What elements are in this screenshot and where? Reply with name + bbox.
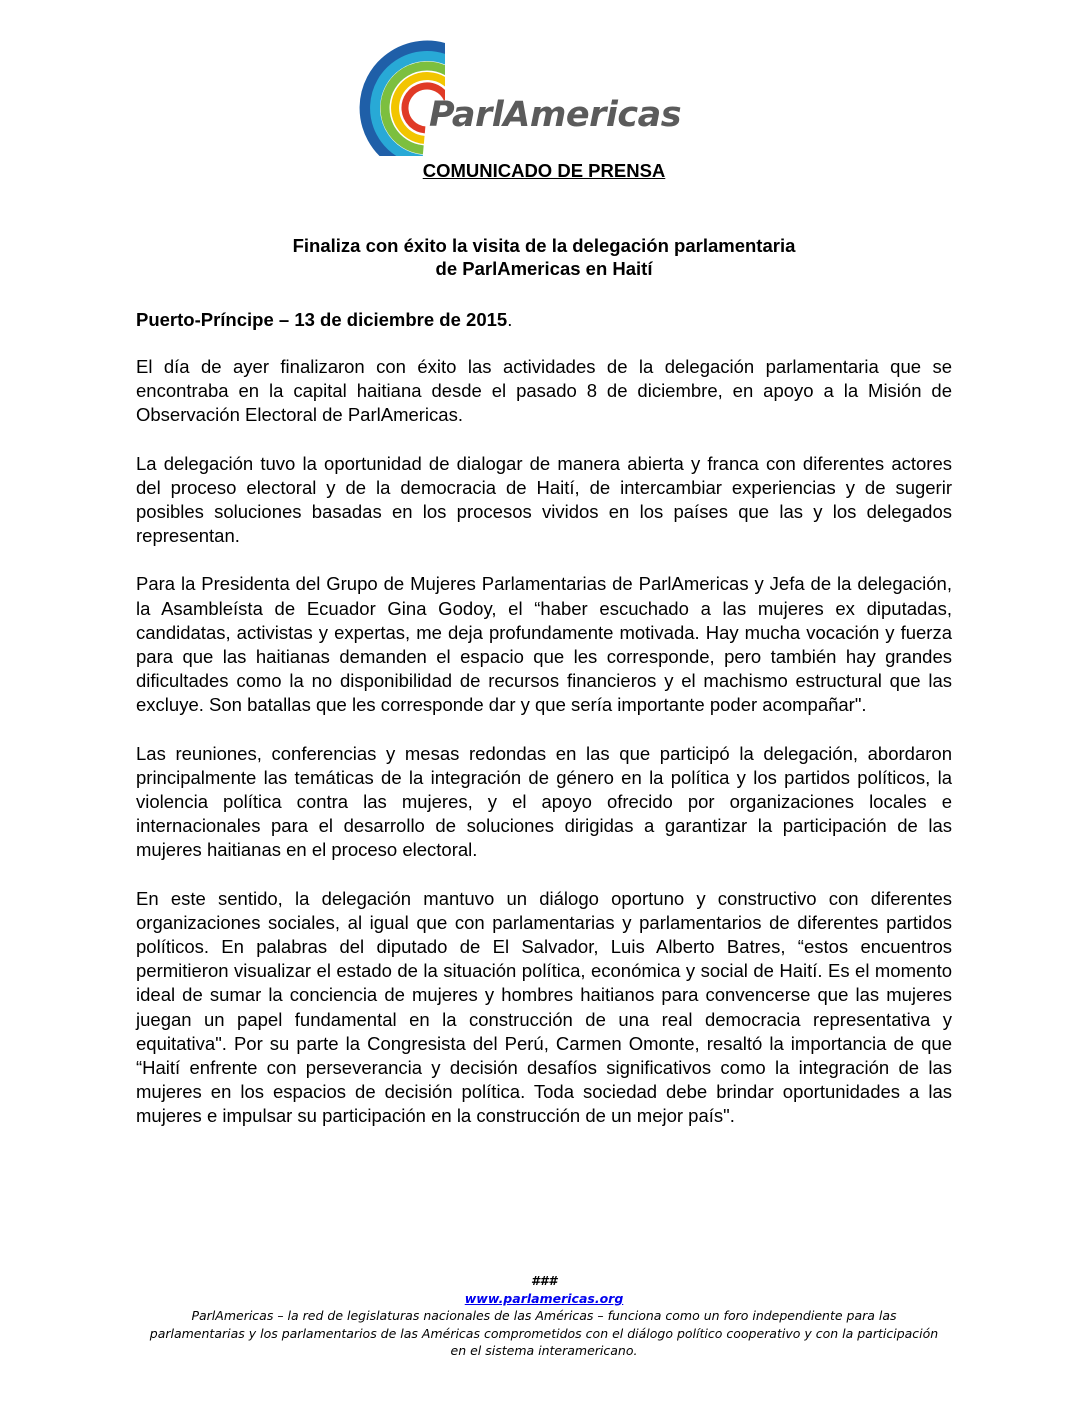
- paragraph: La delegación tuvo la oportunidad de dialogar de manera abierta y franca con diferentes actores del proceso electoral y de la democracia de Haití, de intercambiar experiencias y de sugerir posibles soluciones basadas en los procesos vividos en los países que las y los delegados representan.: [136, 452, 952, 547]
- paragraph: Para la Presidenta del Grupo de Mujeres Parlamentarias de ParlAmericas y Jefa de la delegación, la Asambleísta de Ecuador Gina Godoy, el “haber escuchado a las mujeres ex diputadas, candidatas, activistas y expertas, me deja profundamente motivada. Hay mucha vocación y fuerza para que las haitianas demanden el espacio que les corresponde, pero también hay grandes dificultades como la no disponibilidad de recursos financieros y el machismo estructural que las excluye. Son batallas que les corresponde dar y que sería importante poder acompañar".: [136, 573, 952, 716]
- body-text: [136, 355, 952, 1153]
- headline: [0, 234, 1088, 280]
- dateline: [136, 308, 512, 331]
- press-release-title: COMUNICADO DE PRENSA: [422, 160, 666, 181]
- paragraph: El día de ayer finalizaron con éxito las actividades de la delegación parlamentaria que se encontraba en la capital haitiana desde el pasado 8 de diciembre, en apoyo a la Misión de Observación Electoral de ParlAmericas.: [136, 356, 952, 426]
- dateline-end: .: [507, 309, 513, 330]
- parlamericas-logo: [355, 36, 735, 156]
- dateline-place-date: Puerto-Príncipe – 13 de diciembre de 2015: [136, 309, 508, 330]
- headline-line-1: Finaliza con éxito la visita de la delegación parlamentaria: [292, 235, 796, 256]
- logo-text: ParlAmericas: [429, 95, 682, 135]
- paragraph: Las reuniones, conferencias y mesas redondas en las que participó la delegación, abordaron principalmente las temáticas de la integración de género en la política y los partidos políticos, la violencia política contra las mujeres, y el apoyo ofrecido por organizaciones locales e internacionales para el desarrollo de soluciones dirigidas a garantizar la participación de las mujeres haitianas en el proceso electoral.: [136, 742, 952, 861]
- footer-line-3: en el sistema interamericano.: [450, 1343, 638, 1358]
- footer: [0, 1272, 1088, 1360]
- footer-separator: ###: [530, 1273, 558, 1288]
- footer-line-1: ParlAmericas – la red de legislaturas nacionales de las Américas – funciona como un foro independiente para las: [191, 1308, 897, 1323]
- footer-line-2: parlamentarias y los parlamentarios de las Américas comprometidos con el diálogo político cooperativo y con la participación: [149, 1325, 939, 1341]
- website-link[interactable]: www.parlamericas.org: [464, 1290, 624, 1306]
- headline-line-2: de ParlAmericas en Haití: [435, 258, 653, 279]
- paragraph: En este sentido, la delegación mantuvo un diálogo oportuno y constructivo con diferentes organizaciones sociales, al igual que con parlamentarias y parlamentarios de diferentes partidos políticos. En palabras del diputado de El Salvador, Luis Alberto Batres, “estos encuentros permitieron visualizar el estado de la situación política, económica y social de Haití. Es el momento ideal de sumar la conciencia de mujeres y hombres haitianos para convencerse que las mujeres juegan un papel fundamental en la construcción de una real democracia representativa y equitativa". Por su parte la Congresista del Perú, Carmen Omonte, resaltó la importancia de que “Haití enfrente con perseverancia y decisión desafíos significativos como la integración de las mujeres en los espacios de decisión política. Toda sociedad debe brindar oportunidades a las mujeres e impulsar su participación en la construcción de un mejor país".: [136, 887, 952, 1127]
